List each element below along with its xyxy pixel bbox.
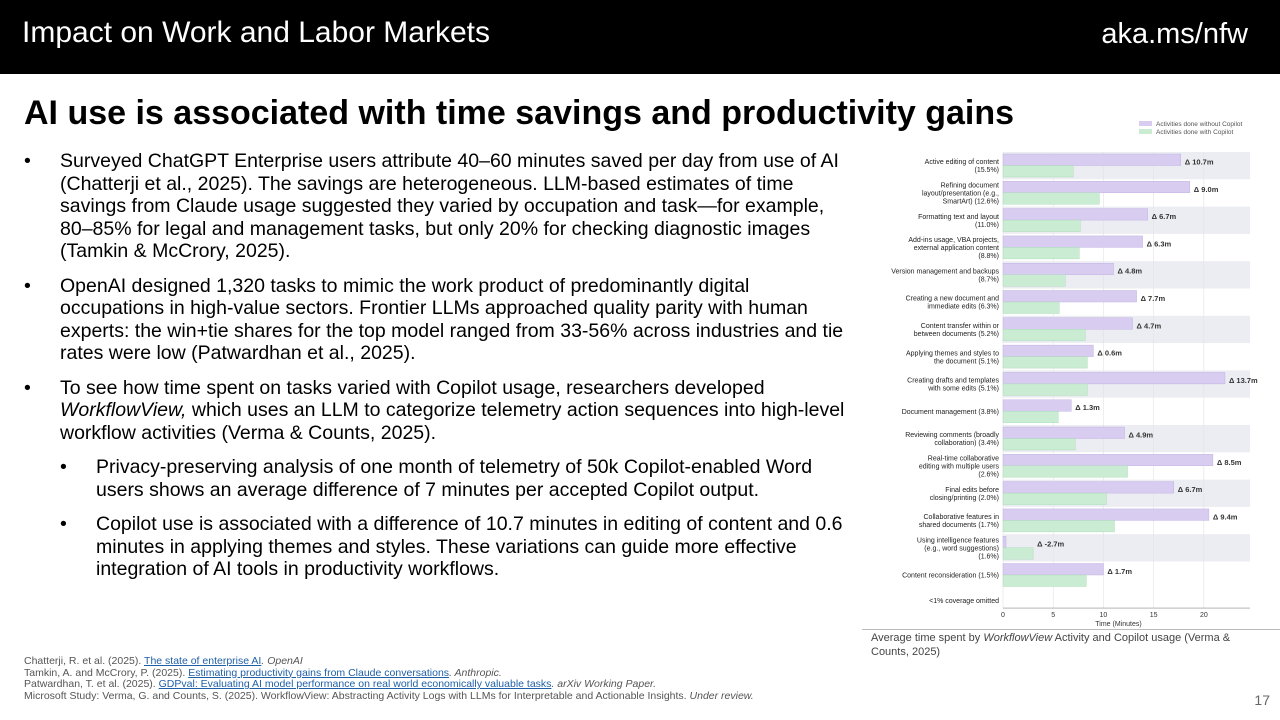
ref-source: Under review. [689, 689, 754, 702]
chart-container [858, 116, 1280, 636]
caption-text: Activity and Copilot usage (Verma & Counts, 2025) [871, 632, 1231, 658]
delta-label: Δ -2.7m [1037, 539, 1065, 549]
bar-with-copilot [1003, 466, 1128, 478]
category-label: Active editing of content [924, 159, 999, 167]
bullet-dot-icon: • [24, 376, 31, 399]
bullet-text: Privacy-preserving analysis of one month of telemetry of 50k Copilot-enabled Word users shows an average difference of 7 minutes per accepted Copilot output. [96, 456, 813, 501]
delta-label: Δ 0.6m [1097, 348, 1122, 358]
legend-label-without: Activities done without Copilot [1156, 121, 1243, 128]
delta-label: Δ 13.7m [1228, 375, 1258, 385]
bullet-text: OpenAI designed 1,320 tasks to mimic the work product of predominantly digital occupations in high-value sectors. Frontier LLMs approached quality parity with human experts: the win+tie shares for the top model ranged from 33-56% across industries and tie rates were low (Patwardhan et al., 2025). [60, 274, 844, 364]
delta-label: Δ 10.7m [1184, 157, 1214, 167]
ref-text: Chatterji, R. et al. (2025). [24, 655, 145, 667]
delta-label: Δ 8.5m [1216, 457, 1242, 467]
x-tick-label: 10 [1099, 612, 1108, 620]
category-label: Formatting text and layout [918, 213, 999, 221]
delta-label: Δ 6.7m [1177, 485, 1203, 495]
bar-without-copilot [1003, 427, 1125, 439]
ref-source: . Anthropic. [449, 666, 502, 679]
bar-without-copilot [1003, 372, 1225, 384]
bullet-text-em: WorkflowView, [60, 399, 187, 421]
bar-with-copilot [1003, 166, 1073, 178]
delta-label: Δ 1.7m [1107, 567, 1133, 576]
caption-divider [862, 629, 1280, 630]
category-label: Document management (3.8%) [901, 408, 999, 416]
delta-label: Δ 4.7m [1136, 321, 1162, 331]
delta-label: Δ 4.8m [1117, 266, 1143, 276]
category-label: layout/presentation (e.g., [921, 190, 999, 198]
slide-title: AI use is associated with time savings and productivity gains [24, 94, 1015, 132]
bullet-text-pre: To see how time spent on tasks varied with Copilot usage, researchers developed [60, 376, 765, 399]
delta-label: Δ 6.7m [1151, 212, 1177, 222]
bar-with-copilot [1003, 411, 1058, 423]
category-label: shared documents (1.7%) [918, 522, 999, 530]
category-label: (11.0%) [975, 221, 999, 229]
category-label: SmartArt) (12.6%) [942, 198, 999, 206]
category-label: (e.g., word suggestions) [924, 545, 999, 553]
caption-em: WorkflowView [983, 632, 1053, 644]
ref-text: Patwardhan, T. et al. (2025). [24, 678, 159, 690]
bar-without-copilot [1003, 236, 1143, 248]
sub-bullet-item [60, 513, 854, 581]
bullet-text: Copilot use is associated with a difference of 10.7 minutes in editing of content and 0.6 minutes in applying themes and styles. These variations can guide more effective integration of AI tools in productivity workflows. [96, 513, 843, 580]
bullet-text [60, 377, 844, 444]
delta-label: Δ 9.4m [1212, 512, 1238, 522]
bar-with-copilot [1003, 275, 1065, 287]
x-tick-label: 15 [1149, 612, 1158, 620]
bar-with-copilot [1003, 520, 1114, 532]
ref-text: Microsoft Study: Verma, G. and Counts, S. (2025). WorkflowView: Abstracting Activity Logs with LLMs for Interpretable and Actionable Insights. [24, 689, 690, 702]
category-label: collaboration) (3.4%) [934, 440, 999, 448]
bar-with-copilot [1003, 302, 1059, 314]
legend-label-with: Activities done with Copilot [1156, 129, 1234, 136]
bar-without-copilot [1003, 509, 1209, 521]
section-title: Impact on Work and Labor Markets [22, 16, 490, 49]
delta-label: Δ 7.7m [1140, 294, 1166, 303]
category-label: Content transfer within or [920, 322, 999, 330]
delta-label: Δ 4.9m [1128, 430, 1154, 440]
category-label: with some edits (5.1%) [928, 385, 999, 393]
delta-label: Δ 1.3m [1075, 403, 1100, 413]
category-label: Content reconsideration (1.5%) [902, 572, 999, 580]
bar-without-copilot [1003, 291, 1137, 303]
bullet-dot-icon: • [24, 274, 31, 297]
x-tick-label: 0 [1001, 612, 1005, 620]
bar-with-copilot [1003, 575, 1086, 587]
references [24, 656, 754, 702]
bar-without-copilot [1003, 181, 1190, 193]
bar-without-copilot [1003, 400, 1071, 412]
bar-without-copilot [1003, 209, 1148, 221]
category-label: Refining document [940, 182, 999, 190]
category-label: Using intelligence features [916, 537, 999, 545]
bar-with-copilot [1003, 548, 1033, 560]
bar-with-copilot [1003, 193, 1099, 205]
category-label: Collaborative features in [923, 514, 999, 522]
short-link[interactable]: aka.ms/nfw [1101, 18, 1248, 50]
bullet-text: Surveyed ChatGPT Enterprise users attribute 40–60 minutes saved per day from use of AI (Chatterji et al., 2025). The savings are heterogeneous. LLM-based estimates of time savings from Claude usage suggested they varied by occupation and task—for example, 80–85% for legal and management tasks, but only 20% for checking diagnostic images (Tamkin & McCrory, 2025). [60, 150, 839, 262]
bullet-item [24, 275, 854, 365]
ref-source: . arXiv Working Paper. [551, 678, 657, 690]
bar-with-copilot [1003, 247, 1079, 259]
category-label: Reviewing comments (broadly [905, 432, 999, 440]
ref-source: . OpenAI [261, 655, 303, 667]
category-label: the document (5.1%) [934, 358, 999, 366]
category-label: Creating a new document and [905, 295, 999, 303]
bullet-text-post: which uses an LLM to categorize telemetry action sequences into high-level workflow activities (Verma & Counts, 2025). [60, 399, 845, 444]
category-label: between documents (5.2%) [913, 330, 999, 338]
bullet-dot-icon: • [60, 456, 67, 478]
category-label: closing/printing (2.0%) [929, 494, 999, 502]
bar-without-copilot [1003, 263, 1113, 275]
category-label: editing with multiple users [918, 463, 999, 471]
bar-with-copilot [1003, 357, 1087, 369]
bullet-list [24, 150, 854, 593]
bar-without-copilot [1003, 318, 1133, 330]
header-bar [0, 0, 1280, 74]
bar-with-copilot [1003, 220, 1080, 232]
caption-text: Average time spent by [871, 632, 984, 644]
page-number: 17 [1254, 692, 1270, 708]
chart-caption [871, 632, 1261, 659]
category-label: <1% coverage omitted [929, 597, 999, 605]
bar-with-copilot [1003, 493, 1106, 505]
bullet-dot-icon: • [24, 150, 31, 172]
legend-swatch-without [1139, 121, 1152, 126]
bar-without-copilot [1003, 482, 1174, 494]
sub-bullet-item [60, 456, 854, 501]
delta-label: Δ 6.3m [1146, 239, 1172, 249]
bullet-item [24, 150, 854, 263]
category-label: (8.8%) [978, 253, 999, 261]
bar-chart [858, 116, 1280, 636]
category-label: (15.5%) [974, 167, 999, 175]
category-label: Add-ins usage, VBA projects, [908, 237, 999, 245]
legend-swatch-with [1139, 129, 1152, 134]
category-label: Version management and backups [891, 268, 999, 276]
bar-without-copilot [1003, 536, 1006, 548]
category-label: (2.6%) [978, 471, 999, 479]
category-label: Real-time collaborative [927, 455, 999, 463]
delta-label: Δ 9.0m [1193, 184, 1219, 194]
x-axis-title: Time (Minutes) [1095, 621, 1142, 629]
bar-with-copilot [1003, 384, 1087, 396]
category-label: (8.7%) [978, 276, 999, 284]
bullet-dot-icon: • [60, 513, 67, 535]
reference-item [24, 691, 754, 703]
bar-with-copilot [1003, 439, 1075, 451]
x-tick-label: 20 [1199, 612, 1208, 620]
bar-without-copilot [1003, 154, 1181, 166]
category-label: Final edits before [945, 486, 999, 494]
x-tick-label: 5 [1051, 612, 1056, 620]
bar-with-copilot [1003, 329, 1085, 341]
bullet-item [24, 377, 854, 445]
ref-link[interactable]: GDPval: Evaluating AI model performance on real world economically valuable tasks [158, 678, 552, 690]
ref-link[interactable]: Estimating productivity gains from Claude conversations [188, 666, 450, 679]
category-label: (1.6%) [978, 553, 999, 561]
bar-without-copilot [1003, 564, 1103, 576]
bar-without-copilot [1003, 454, 1213, 466]
ref-link[interactable]: The state of enterprise AI [144, 655, 262, 667]
bar-without-copilot [1003, 345, 1093, 357]
ref-text: Tamkin, A. and McCrory, P. (2025). [24, 666, 189, 679]
category-label: Creating drafts and templates [907, 377, 999, 385]
category-label: Applying themes and styles to [906, 350, 999, 358]
category-label: immediate edits (6.3%) [927, 303, 999, 311]
category-label: external application content [913, 245, 999, 253]
